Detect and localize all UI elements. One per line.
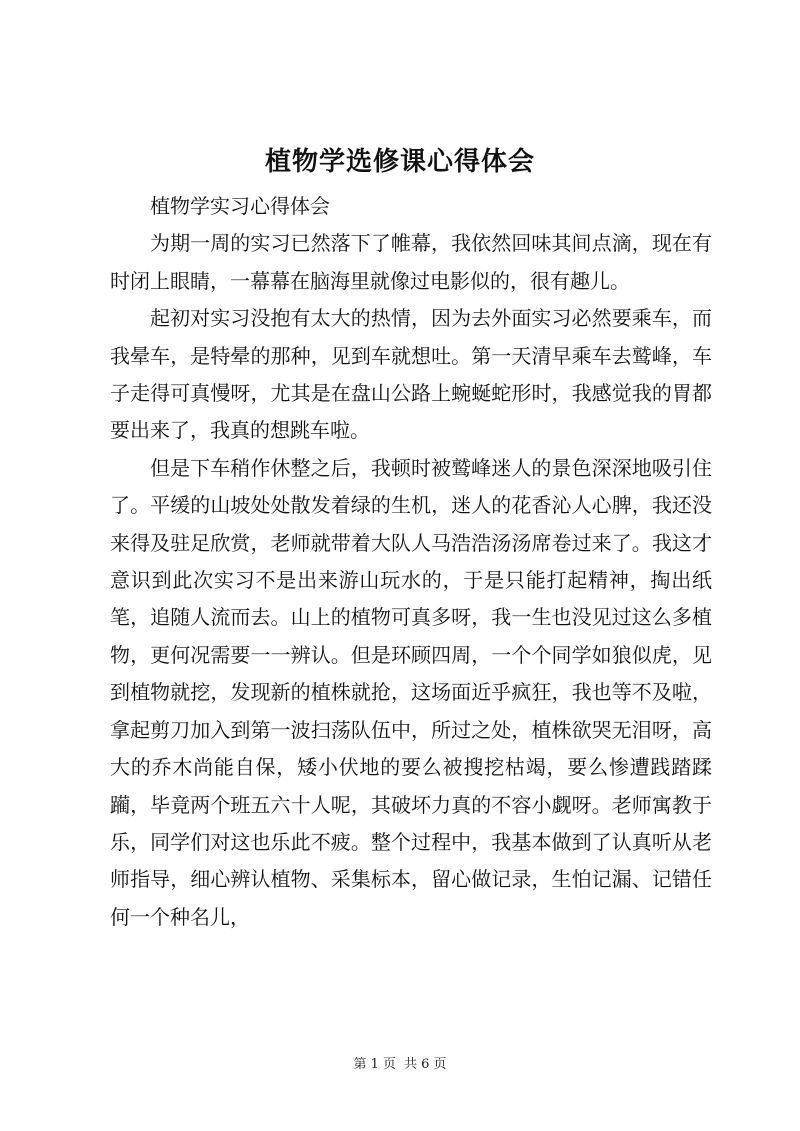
- document-title: 植物学选修课心得体会: [264, 147, 535, 177]
- paragraph-subtitle: 植物学实习心得体会: [150, 194, 330, 218]
- paragraph: 起初对实习没抱有太大的热情，因为去外面实习必然要乘车，而我晕车，是特晕的那种，见到车就想吐。第一天清早乘车去鹫峰，车子走得可真慢呀，尤其是在盘山公路上蜿蜒蛇形时，我感觉我的胃都要出来了，我真的想跳车啦。: [110, 306, 712, 443]
- page-number: 第 1 页: [353, 1057, 396, 1072]
- paragraph: 为期一周的实习已然落下了帷幕，我依然回味其间点滴，现在有时闭上眼睛，一幕幕在脑海里就像过电影似的，很有趣儿。: [110, 231, 712, 293]
- page-total: 共 6 页: [404, 1057, 447, 1072]
- document-body: [110, 188, 712, 936]
- paragraph: 但是下车稍作休整之后，我顿时被鹫峰迷人的景色深深地吸引住了。平缓的山坡处处散发着绿的生机，迷人的花香沁人心脾，我还没来得及驻足欣赏，老师就带着大队人马浩浩汤汤席卷过来了。我这才意识到此次实习不是出来游山玩水的，于是只能打起精神，掏出纸笔，追随人流而去。山上的植物可真多呀，我一生也没见过这么多植物，更何况需要一一辨认。但是环顾四周，一个个同学如狼似虎，见到植物就挖，发现新的植株就抢，这场面近乎疯狂，我也等不及啦，拿起剪刀加入到第一波扫荡队伍中，所过之处，植株欲哭无泪呀，高大的乔木尚能自保，矮小伏地的要么被搜挖枯竭，要么惨遭践踏蹂躏，毕竟两个班五六十人呢，其破坏力真的不容小觑呀。老师寓教于乐，同学们对这也乐此不疲。整个过程中，我基本做到了认真听从老师指导，细心辨认植物、采集标本，留心做记录，生怕记漏、记错任何一个种名儿，: [110, 455, 712, 929]
- page-footer: [0, 1055, 800, 1075]
